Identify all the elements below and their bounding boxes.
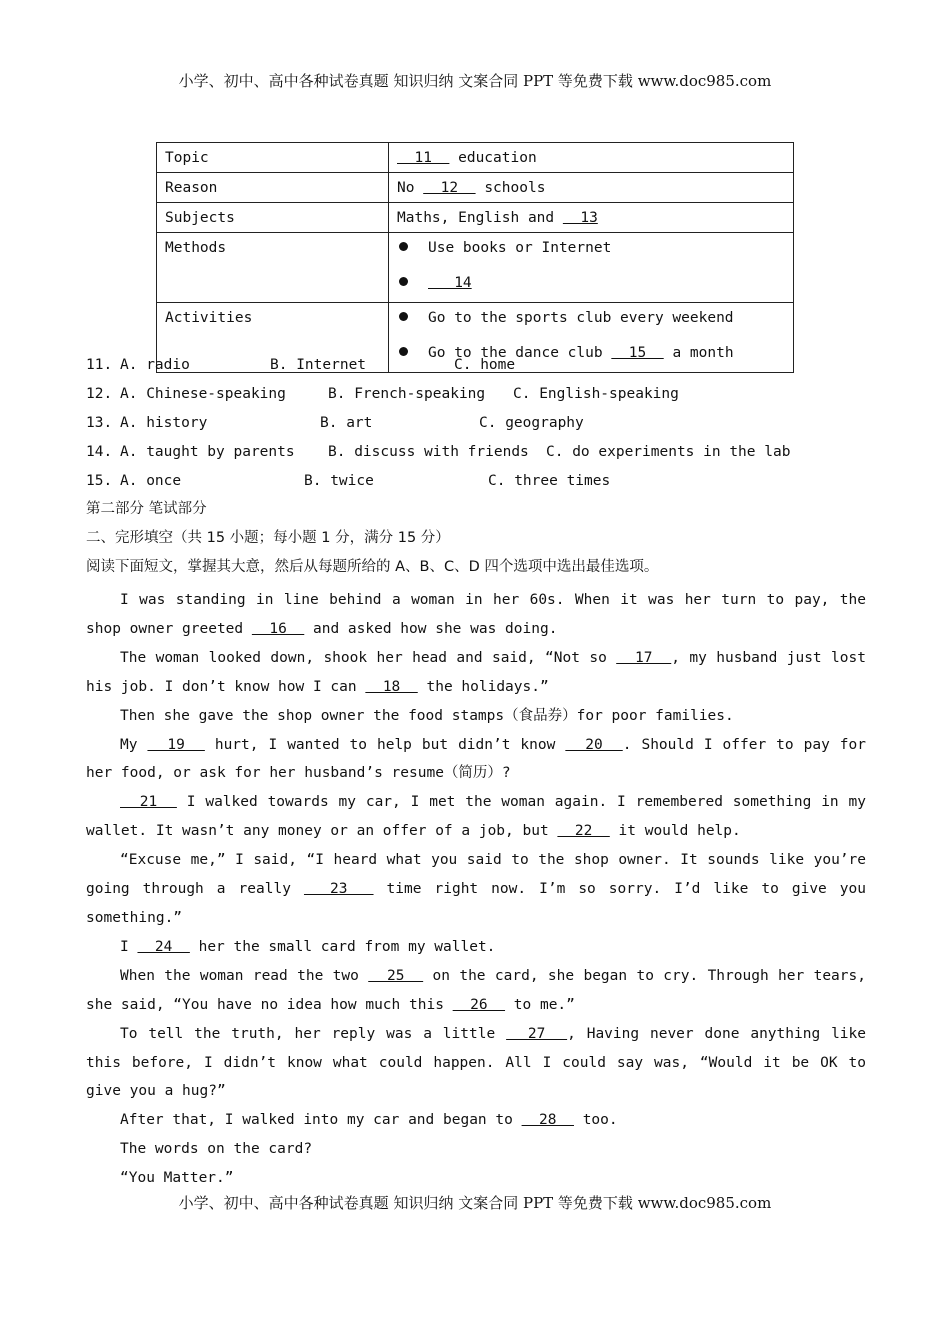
paragraph xyxy=(86,962,866,1020)
option-c[interactable]: C. home xyxy=(454,357,516,373)
bullet-icon xyxy=(399,277,408,286)
methods-item-text: Use books or Internet xyxy=(428,240,612,256)
paragraph xyxy=(86,1106,866,1135)
part-two-heading: 第二部分 笔试部分 xyxy=(86,501,207,517)
option-b[interactable]: B. French-speaking xyxy=(328,386,486,402)
blank-26[interactable]: 26 xyxy=(452,996,506,1013)
question-number: 12. xyxy=(86,386,113,402)
question-row xyxy=(86,413,790,442)
paragraph: “You Matter.” xyxy=(120,1170,234,1187)
passage-text: After that, I walked into my car and began to xyxy=(120,1112,522,1129)
question-number: 14. xyxy=(86,444,113,460)
blank-22[interactable]: 22 xyxy=(557,823,610,840)
option-a[interactable]: A. once xyxy=(120,473,182,489)
activities-item-text-after: a month xyxy=(663,345,734,361)
passage-text: I walked towards my car, I met the woman again. I remembered something in my wallet. It wasn’t any money or an offer of a job, but xyxy=(86,794,866,840)
paragraph xyxy=(86,586,866,644)
topic-value xyxy=(389,143,794,173)
cloze-passage xyxy=(86,586,866,1193)
question-row xyxy=(86,384,790,413)
paragraph xyxy=(86,644,866,702)
blank-14[interactable]: 14 xyxy=(428,275,472,291)
page-footer: 小学、初中、高中各种试卷真题 知识归纳 文案合同 PPT 等免费下载 www.doc985.com xyxy=(178,1194,772,1212)
table-row xyxy=(157,173,794,203)
passage-text: hurt, I wanted to help but didn’t know xyxy=(204,736,566,753)
activities-label: Activities xyxy=(157,303,389,373)
blank-19[interactable]: 19 xyxy=(147,736,205,753)
passage-text: and asked how she was doing. xyxy=(304,620,558,637)
passage-text: I was standing in line behind a woman in her 60s. When it was her turn to pay, the shop owner greeted xyxy=(86,592,866,637)
info-table xyxy=(156,142,794,373)
passage-text: , Having never done anything like this before, I didn’t know what could happen. All I could say was, “Would it be OK to give you a hug?” xyxy=(86,1025,866,1100)
blank-24[interactable]: 24 xyxy=(137,938,190,955)
passage-text: the holidays.” xyxy=(417,678,549,695)
blank-27[interactable]: 27 xyxy=(506,1025,568,1042)
table-row xyxy=(157,143,794,173)
option-a[interactable]: A. radio xyxy=(120,357,190,373)
reason-label: Reason xyxy=(157,173,389,203)
passage-text: on the card, she began to cry. Through her tears, she said, “You have no idea how much this xyxy=(86,967,866,1013)
topic-text: education xyxy=(449,150,537,166)
section-headings xyxy=(86,499,866,586)
activities-item-text: Go to the dance club xyxy=(428,345,612,361)
blank-16[interactable]: 16 xyxy=(251,620,305,637)
option-a[interactable]: A. history xyxy=(120,415,208,431)
bullet-icon xyxy=(399,242,408,251)
question-row xyxy=(86,471,790,500)
question-number: 13. xyxy=(86,415,113,431)
paragraph xyxy=(86,1020,866,1107)
page-header: 小学、初中、高中各种试卷真题 知识归纳 文案合同 PPT 等免费下载 www.doc985.com xyxy=(178,72,772,90)
passage-text: time right now. I’m so sorry. I’d like to give you something.” xyxy=(86,881,866,926)
blank-21[interactable]: 21 xyxy=(120,794,177,811)
subjects-value xyxy=(389,203,794,233)
option-c[interactable]: C. English-speaking xyxy=(513,386,679,402)
reason-value xyxy=(389,173,794,203)
option-b[interactable]: B. Internet xyxy=(270,357,367,373)
paragraph xyxy=(86,788,866,846)
passage-text: , my husband just lost his job. I don’t know how I can xyxy=(86,649,866,695)
blank-11[interactable]: 11 xyxy=(397,150,450,166)
cloze-instruction: 阅读下面短文，掌握其大意，然后从每题所给的 A、B、C、D 四个选项中选出最佳选项。 xyxy=(86,559,659,575)
blank-28[interactable]: 28 xyxy=(521,1112,574,1129)
blank-18[interactable]: 18 xyxy=(365,678,418,695)
option-c[interactable]: C. do experiments in the lab xyxy=(546,444,791,460)
blank-12[interactable]: 12 xyxy=(423,180,476,196)
option-a[interactable]: A. Chinese-speaking xyxy=(120,386,286,402)
paragraph xyxy=(86,731,866,789)
subjects-label: Subjects xyxy=(157,203,389,233)
methods-label: Methods xyxy=(157,233,389,303)
topic-label: Topic xyxy=(157,143,389,173)
passage-text: The woman looked down, shook her head and said, “Not so xyxy=(120,649,617,666)
methods-value xyxy=(389,233,794,303)
paragraph: Then she gave the shop owner the food stamps（食品券）for poor families. xyxy=(120,707,734,724)
cloze-title: 二、完形填空（共 15 小题；每小题 1 分，满分 15 分） xyxy=(86,530,450,546)
paragraph xyxy=(86,933,866,962)
blank-25[interactable]: 25 xyxy=(368,967,424,984)
question-row xyxy=(86,442,790,471)
blank-17[interactable]: 17 xyxy=(616,649,672,666)
passage-text: it would help. xyxy=(609,823,741,840)
passage-text: I xyxy=(120,938,138,955)
passage-text: too. xyxy=(573,1112,618,1129)
blank-15[interactable]: 15 xyxy=(611,345,664,361)
table-row xyxy=(157,233,794,303)
passage-text: . Should I offer to pay for her food, or ask for her husband’s resume（简历）? xyxy=(86,736,866,782)
subjects-text: Maths, English and xyxy=(397,210,563,226)
passage-text: her the small card from my wallet. xyxy=(189,938,496,955)
blank-23[interactable]: 23 xyxy=(303,881,374,898)
question-number: 15. xyxy=(86,473,113,489)
blank-13[interactable]: 13 xyxy=(562,210,598,226)
passage-text: To tell the truth, her reply was a little xyxy=(120,1025,507,1042)
option-a[interactable]: A. taught by parents xyxy=(120,444,295,460)
table-row xyxy=(157,203,794,233)
passage-text: to me.” xyxy=(505,996,575,1013)
question-row xyxy=(86,355,790,384)
option-c[interactable]: C. geography xyxy=(479,415,584,431)
blank-20[interactable]: 20 xyxy=(565,736,623,753)
reason-text-after: schools xyxy=(475,180,546,196)
option-b[interactable]: B. art xyxy=(320,415,373,431)
activities-item-text: Go to the sports club every weekend xyxy=(428,310,734,326)
paragraph: The words on the card? xyxy=(120,1141,313,1158)
paragraph xyxy=(86,846,866,933)
bullet-icon xyxy=(399,312,408,321)
passage-text: “Excuse me,” I said, “I heard what you said to the shop owner. It sounds like you’re going through a really xyxy=(86,852,866,898)
methods-item xyxy=(397,268,785,299)
passage-text: When the woman read the two xyxy=(120,967,369,984)
reason-text: No xyxy=(397,180,424,196)
question-number: 11. xyxy=(86,357,113,373)
option-b[interactable]: B. discuss with friends xyxy=(328,444,529,460)
option-b[interactable]: B. twice xyxy=(304,473,374,489)
question-options xyxy=(86,355,790,500)
passage-text: My xyxy=(120,736,148,753)
activities-item xyxy=(397,307,785,329)
methods-item xyxy=(397,237,785,259)
option-c[interactable]: C. three times xyxy=(488,473,611,489)
